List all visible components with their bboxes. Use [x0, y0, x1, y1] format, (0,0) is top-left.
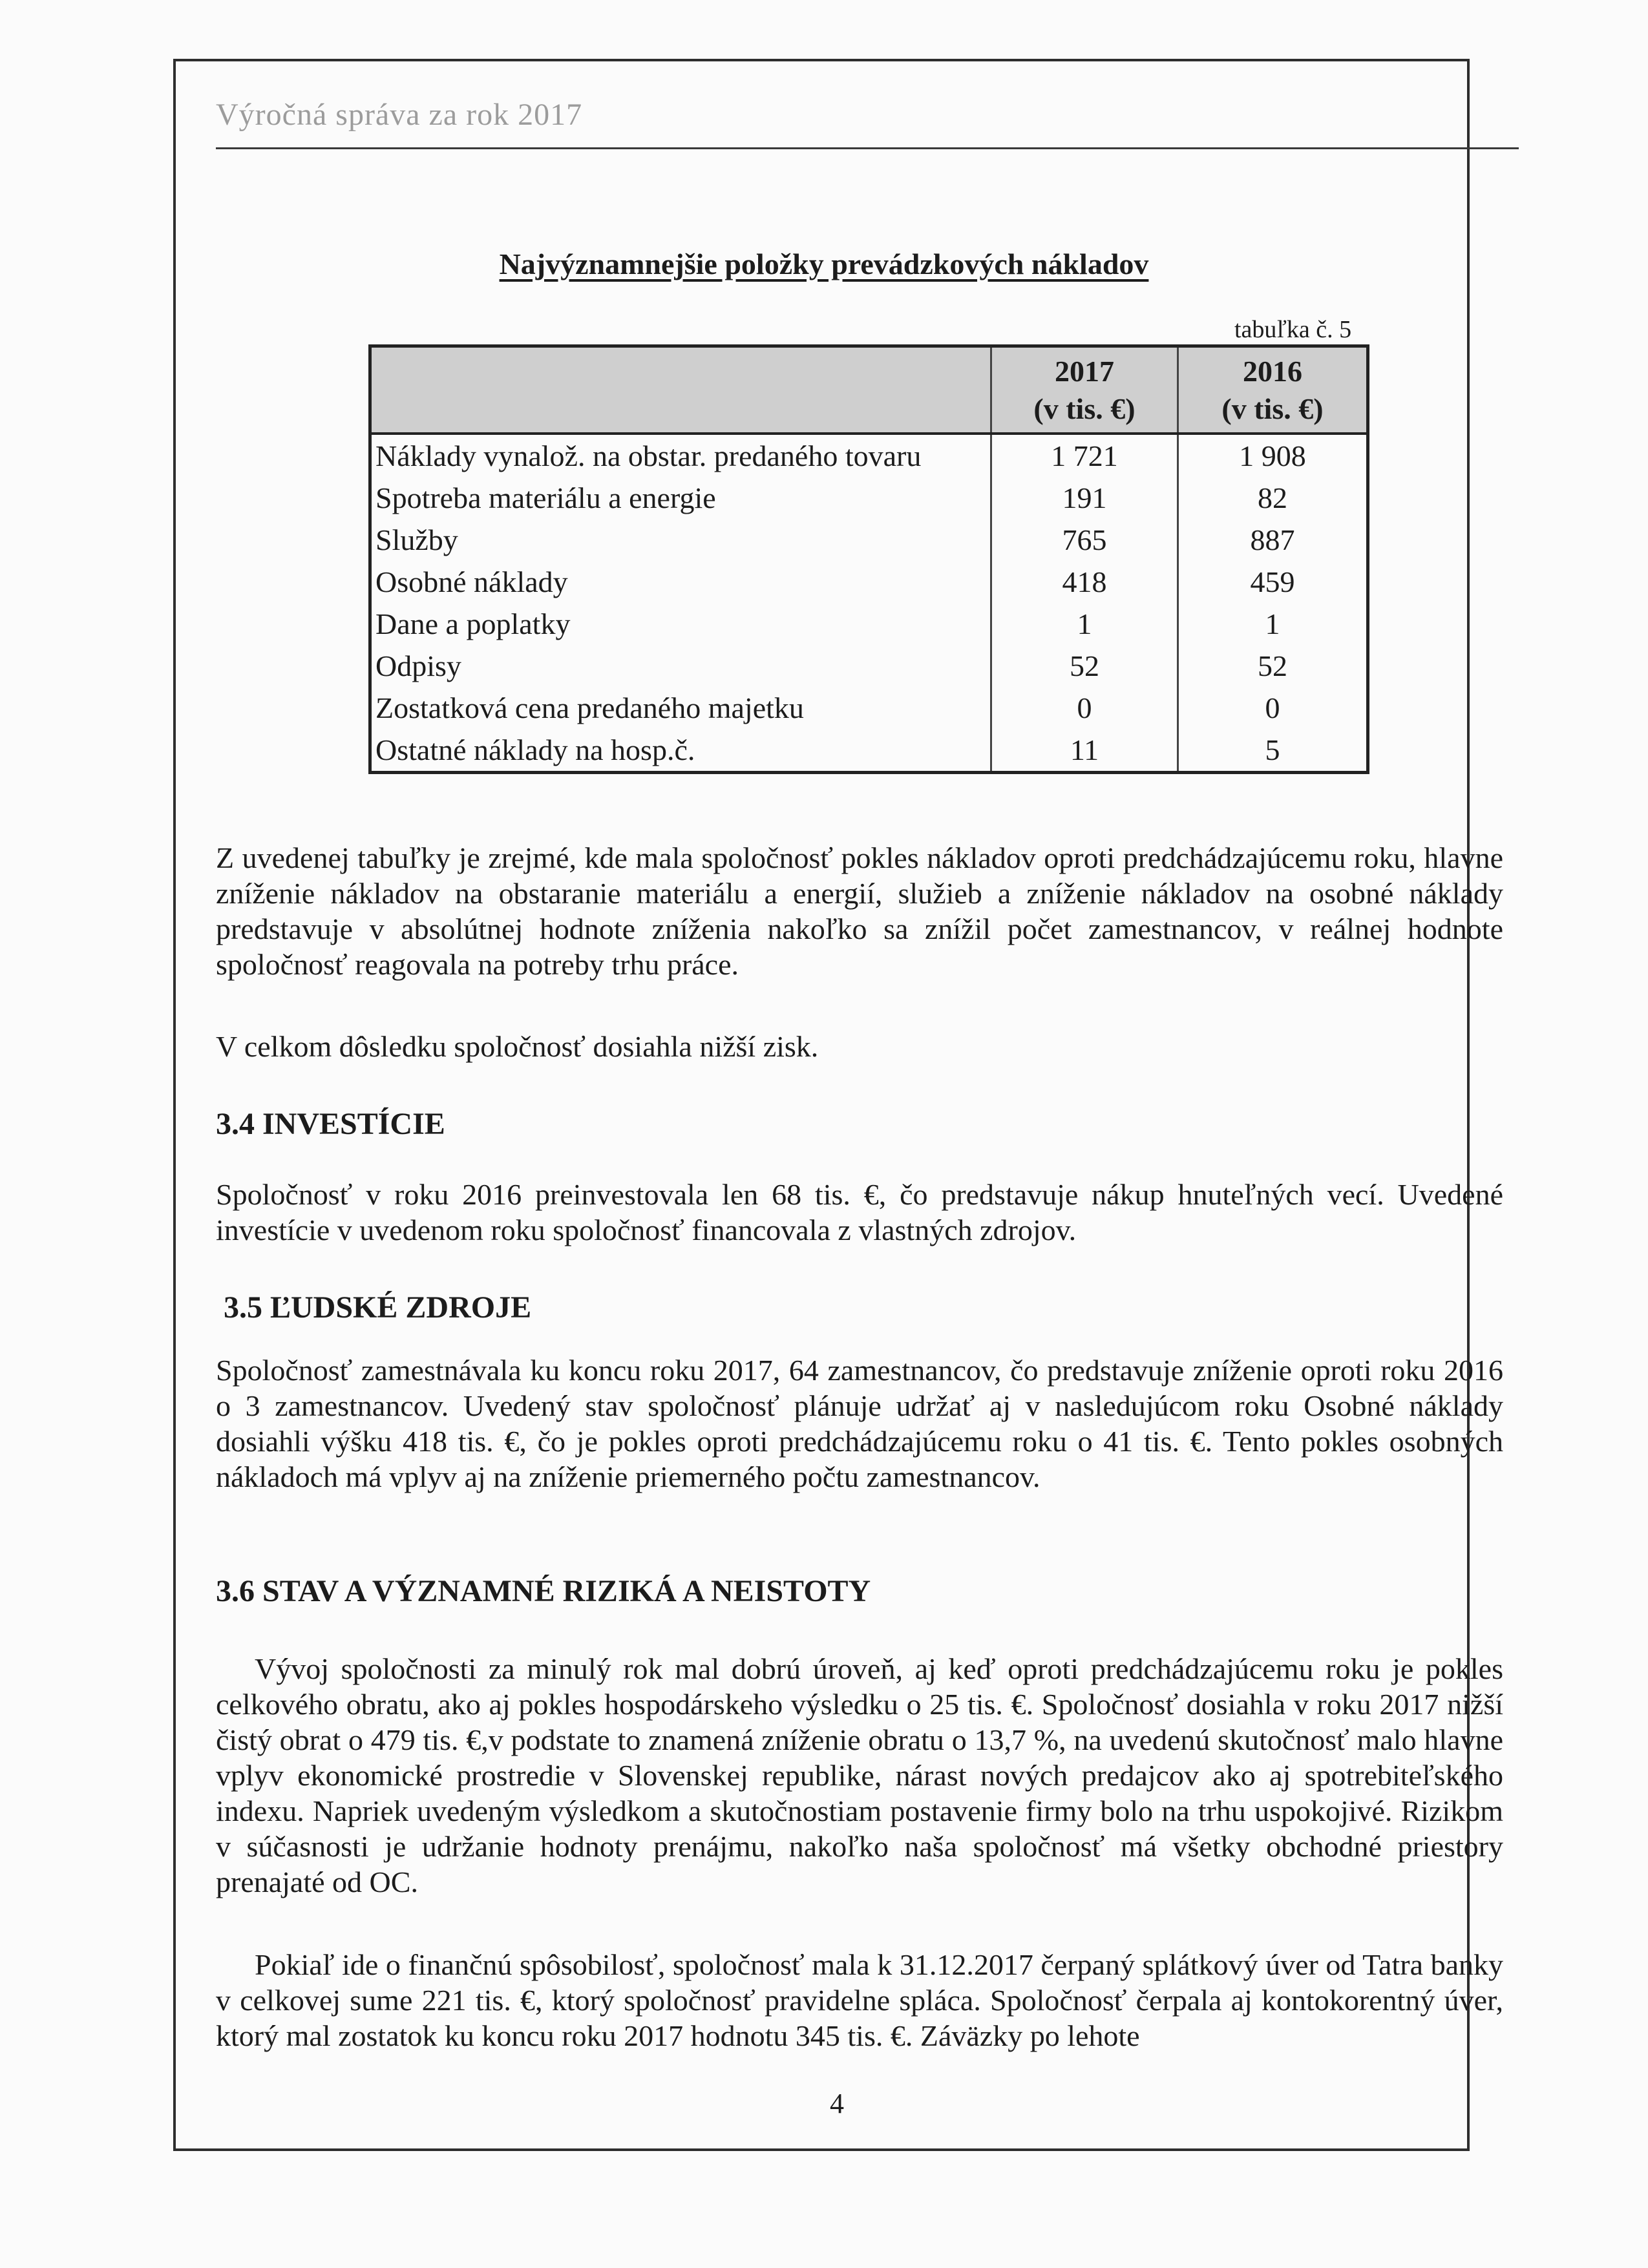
table-title: Najvýznamnejšie položky prevádzkových nákladov — [499, 247, 1149, 280]
row-label: Náklady vynalož. na obstar. predaného tovaru — [370, 434, 991, 477]
value-2016: 52 — [1258, 649, 1287, 682]
table-header-row — [370, 346, 1368, 434]
table-row — [370, 729, 1368, 773]
section-heading-investments: 3.4 INVESTÍCIE — [216, 1107, 445, 1141]
header-title: Výročná správa za rok 2017 — [216, 98, 583, 132]
row-label: Zostatková cena predaného majetku — [370, 687, 991, 729]
value-2017: 765 — [991, 519, 1178, 561]
value-2017: 418 — [991, 561, 1178, 603]
row-label: Odpisy — [370, 645, 991, 687]
table-row — [370, 561, 1368, 603]
section-heading-human-resources: 3.5 ĽUDSKÉ ZDROJE — [224, 1290, 532, 1325]
header-year: 2016 — [1243, 354, 1302, 388]
header-unit: (v tis. €) — [1221, 392, 1324, 425]
value-2017: 1 721 — [991, 434, 1178, 477]
value-2016: 5 — [1265, 733, 1280, 766]
table-row — [370, 687, 1368, 729]
value-2017: 11 — [991, 729, 1178, 773]
paragraph-financial-capacity: Pokiaľ ide o finančnú spôsobilosť, spoločnosť mala k 31.12.2017 čerpaný splátkový úver od Tatra banky v celkovej sume 221 tis. €, ktorý spoločnosť pravidelne spláca. Spoločnosť čerpala aj kontokorentný úver, ktorý mal zostatok ku koncu roku 2017 hodnotu 345 tis. €. Záväzky po lehote — [216, 1948, 1503, 2052]
header-year: 2017 — [1055, 354, 1114, 388]
value-2016: 0 — [1265, 691, 1280, 724]
paragraph-investments: Spoločnosť v roku 2016 preinvestovala len 68 tis. €, čo predstavuje nákup hnuteľných vecí. Uvedené investície v uvedenom roku spoločnosť financovala z vlastných zdrojov. — [216, 1178, 1503, 1246]
row-label: Spotreba materiálu a energie — [370, 477, 991, 519]
paragraph-development: Vývoj spoločnosti za minulý rok mal dobrú úroveň, aj keď oproti predchádzajúcemu roku je pokles celkového obratu, ako aj pokles hospodárskeho výsledku o 25 tis. €. Spoločnosť dosiahla v roku 2017 nižší čistý obrat o 479 tis. €,v podstate to znamená zníženie obratu o 13,7 %, na uvedenú skutočnosť malo hlavne vplyv ekonomické prostredie v Slovenskej republike, nárast nových predajcov ako aj spotrebiteľského indexu. Napriek uvedeným výsledkom a skutočnostiam postavenie firmy bolo na trhu uspokojivé. Rizikom v súčasnosti je udržanie hodnoty prenájmu, nakoľko naša spoločnosť má všetky obchodné priestory prenajaté od OC. — [216, 1652, 1503, 1898]
table-label: tabuľka č. 5 — [1234, 316, 1352, 343]
value-2016: 1 908 — [1239, 439, 1306, 472]
table-row — [370, 477, 1368, 519]
header-cell-2016 — [1178, 346, 1368, 434]
section-heading-risks: 3.6 STAV A VÝZNAMNÉ RIZIKÁ A NEISTOTY — [216, 1574, 871, 1608]
row-label: Služby — [370, 519, 991, 561]
table-row — [370, 645, 1368, 687]
value-2017: 0 — [991, 687, 1178, 729]
table-row — [370, 434, 1368, 477]
paragraph-human-resources: Spoločnosť zamestnávala ku koncu roku 2017, 64 zamestnancov, čo predstavuje zníženie oproti roku 2016 o 3 zamestnancov. Uvedený stav spoločnosť plánuje udržať aj v nasledujúcom roku Osobné náklady dosiahli výšku 418 tis. €, čo je pokles oproti predchádzajúcemu roku o 41 tis. €. Tento pokles osobných nákladoch má vplyv aj na zníženie priemerného počtu zamestnancov. — [216, 1354, 1503, 1493]
value-2017: 1 — [991, 603, 1178, 645]
value-2016: 82 — [1258, 481, 1287, 514]
value-2017: 191 — [991, 477, 1178, 519]
header-blank-cell — [370, 346, 991, 434]
header-unit: (v tis. €) — [1033, 392, 1136, 425]
value-2016: 1 — [1265, 607, 1280, 640]
paragraph-profit-summary: V celkom dôsledku spoločnosť dosiahla nižší zisk. — [216, 1030, 819, 1063]
table-row — [370, 519, 1368, 561]
row-label: Ostatné náklady na hosp.č. — [370, 729, 991, 773]
table-row — [370, 603, 1368, 645]
paragraph-table-commentary: Z uvedenej tabuľky je zrejmé, kde mala spoločnosť pokles nákladov oproti predchádzajúcemu roku, hlavne zníženie nákladov na obstaranie materiálu a energií, služieb a zníženie nákladov na osobné náklady predstavuje v absolútnej hodnote zníženia nakoľko sa znížil počet zamestnancov, v reálnej hodnote spoločnosť reagovala na potreby trhu práce. — [216, 841, 1503, 981]
value-2016: 887 — [1250, 523, 1295, 556]
row-label: Dane a poplatky — [370, 603, 991, 645]
page-number: 4 — [830, 2088, 844, 2119]
header-rule — [216, 147, 1519, 149]
value-2016: 459 — [1250, 565, 1295, 598]
header-cell-2017 — [991, 346, 1178, 434]
row-label: Osobné náklady — [370, 561, 991, 603]
costs-table — [368, 344, 1369, 774]
value-2017: 52 — [991, 645, 1178, 687]
